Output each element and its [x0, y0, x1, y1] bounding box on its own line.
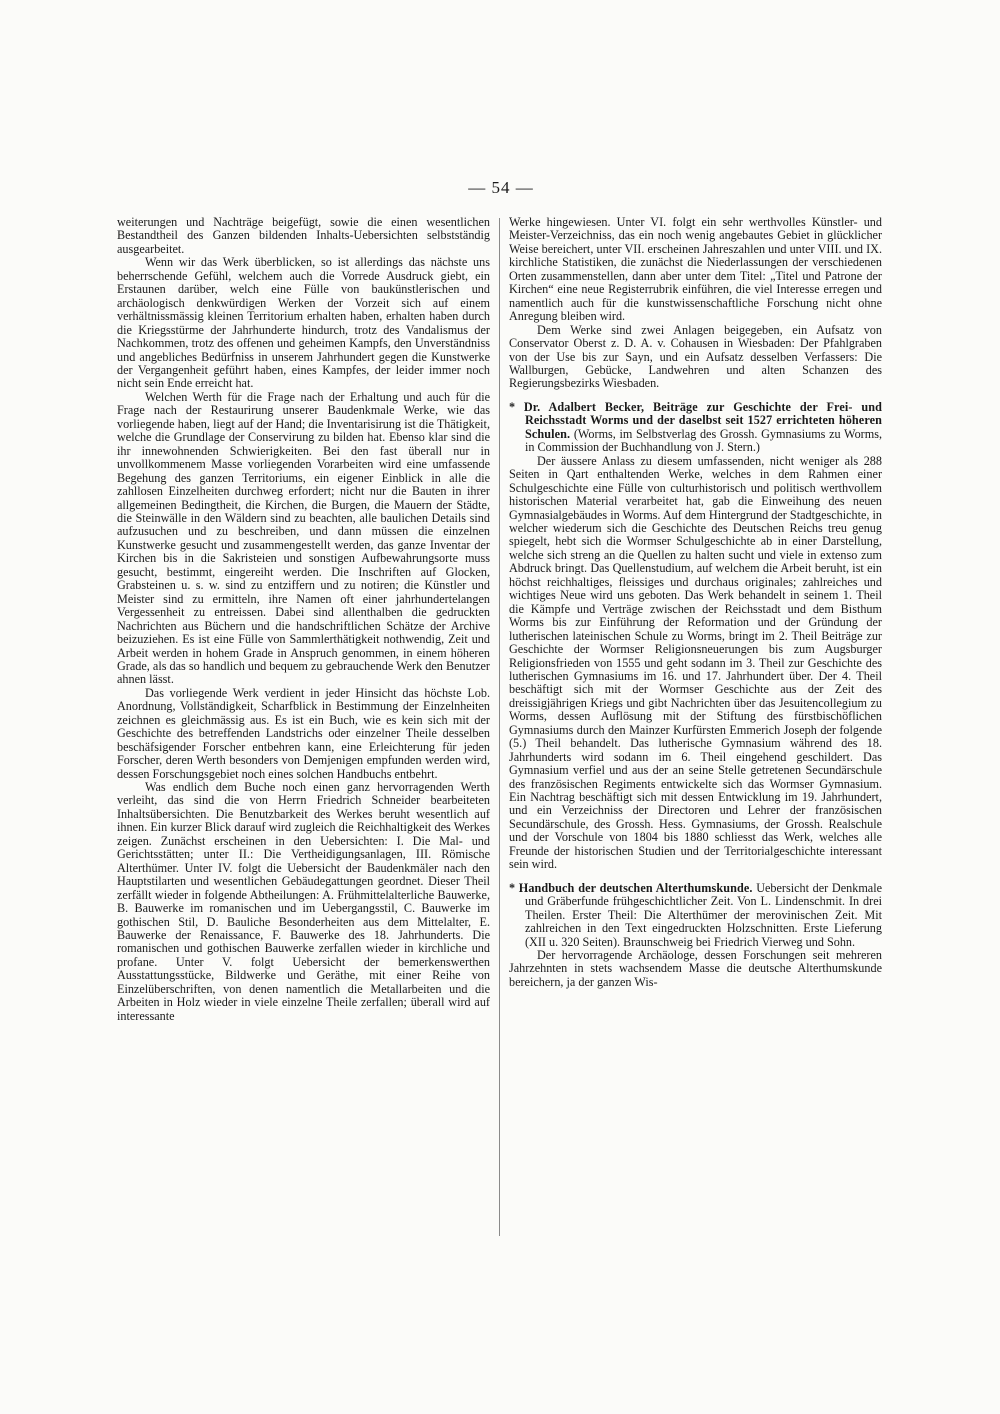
- page-number: — 54 —: [468, 178, 534, 197]
- column-divider: [499, 218, 500, 1236]
- paragraph: Was endlich dem Buche noch einen ganz hervorragenden Werth verleiht, das sind die von Herrn Friedrich Schneider bearbeiteten Inhaltsübersichten. Die Benutzbarkeit des Werkes beruht wesentlich auf ihnen. Ein kurzer Blick darauf wird zugleich die Reichhaltigkeit des Werkes zeigen. Zunächst erscheinen in den Uebersichten: I. Die Mal- und Gerichtsstätten; unter II.: Die Vertheidigungsanlagen, III. Römische Alterthümer. Unter IV. folgt die Uebersicht der Baudenkmäler nach den Hauptstilarten und wesentlichen Gebäudegattungen geordnet. Dieser Theil zerfällt wieder in folgende Abtheilungen: A. Frühmittelalterliche Bauwerke, B. Bauwerke im romanischen und im Uebergangsstil, C. Bauwerke im gothischen Stil, D. Bauliche Besonderheiten aus dem Mittelalter, E. Bauwerke der Renaissance, F. Bauwerke des 18. Jahrhunderts. Die romanischen und gothischen Bauwerke zerfallen wieder in kirchliche und profane. Unter V. folgt Uebersicht der bemerkenswerthen Ausstattungsstücke, Bildwerke und Geräthe, mit einer Reihe von Einzelüberschriften, von denen namentlich die Metallarbeiten und die Arbeiten in Holz wieder in viele einzelne Theile zerfallen; überall wird auf interessante: [117, 780, 490, 1023]
- paragraph: Welchen Werth für die Frage nach der Erhaltung und auch für die Frage nach der Restaurirung unserer Baudenkmale Werke, wie das vorliegende haben, liegt auf der Hand; die Inventarisirung ist die Thätigkeit, welche die Grundlage der Conservirung zu bilden hat. Ebenso klar sind die ihr innewohnenden Schwierigkeiten. Bei den fast überall nur in unvollkommenem Masse vorliegenden Vorarbeiten wird eine umfassende Begehung des ganzen Territoriums, ein eigener Einblick in alle die zahllosen Einzelheiten durchweg erfordert; nicht nur die Bauten in ihrer allgemeinen Bedingtheit, die Kirchen, die Burgen, die Mauern der Städte, die Steinwälle in den Wäldern sind zu beachten, alle baulichen Details sind aufzusuchen und zu beschreiben, und dann müssen die einzelnen Kunstwerke gesucht und zusammengestellt werden, das ganze Inventar der Kirchen bis in die Sakristeien und sonstigen Aufbewahrungsorte muss gesucht, bestimmt, eingereiht werden. Die Inschriften auf Glocken, Grabsteinen u. s. w. sind zu entziffern und zu notiren; die Künstler und Meister sind zu ermitteln, ihre Namen oft einer jahrhundertelangen Vergessenheit zu entreissen. Dabei sind allenthalben die gedruckten Nachrichten aus Büchern und die handschriftlichen Schätze der Archive beizuziehen. Es ist eine Fülle von Sammlerthätigkeit nothwendig, Zeit und Arbeit werden in hohem Grade in Anspruch genommen, in einem höheren Grade, als das so handlich und bequem zu gebrauchende Werk den Benutzer ahnen lässt.: [117, 389, 490, 687]
- bibliography-entry: [509, 401, 882, 455]
- review-paragraph: Der hervorragende Archäologe, dessen Forschungen seit mehreren Jahrzehnten in stets wachsendem Masse die deutsche Alterthumskunde bereichern, ja der ganzen Wis-: [509, 948, 882, 989]
- entry-heading: [509, 399, 882, 455]
- entry-heading: [509, 880, 882, 949]
- paragraph: weiterungen und Nachträge beigefügt, sowie die einen wesentlichen Bestandtheil des Ganzen bildenden Inhalts-Uebersichten selbstständig ausgearbeitet.: [117, 215, 490, 256]
- entry-marker: *: [509, 880, 516, 895]
- entry-marker: *: [509, 399, 516, 414]
- entry-title: Handbuch der deutschen Alterthumskunde.: [518, 880, 753, 895]
- paragraph: Das vorliegende Werk verdient in jeder Hinsicht das höchste Lob. Anordnung, Vollständigkeit, Scharfblick in Bestimmung der Einzelnheiten zeichnen es gleichmässig aus. Es ist ein Buch, wie es kein sich mit der Geschichte des betreffenden Landstrichs oder einzelner Theile desselben beschäfsigender Forscher entbehren kann, eine Erleichterung für jeden Forscher, deren Werth besonders von Demjenigen empfunden werden wird, dessen Forschungsgebiet noch eines solchen Handbuchs entbehrt.: [117, 685, 490, 781]
- paragraph: Wenn wir das Werk überblicken, so ist allerdings das nächste uns beherrschende Gefühl, welchem auch die Vorrede Ausdruck giebt, ein Erstaunen darüber, welch eine Fülle von baukünstlerischen und archäologisch denkwürdigen Werken der Vorzeit sich auf einem verhältnissmässig kleinen Territorium erhalten haben, erhalten haben durch die Kriegsstürme der Jahrhunderte hindurch, trotz des Vandalismus der Nachkommen, trotz des offenen und geheimen Kampfs, den Unverständniss und angebliches Bedürfniss in unserem Jahrhundert gegen die Kunstwerke der Vergangenheit geführt haben, eines Kampfes, der leider immer noch nicht sein Ende erreicht hat.: [117, 255, 490, 391]
- review-paragraph: Der äussere Anlass zu diesem umfassenden, nicht weniger als 288 Seiten in Qart enthaltenden Werke, welches in dem Rahmen einer Schulgeschichte eine Fülle von culturhistorisch und politisch werthvollem historischen Material verarbeitet hat, gab die Einweihung des neuen Gymnasialgebäudes in Worms. Auf dem Hintergrund der Stadtgeschichte, in welcher wiederum sich die Geschichte des Deutschen Reichs treu genug spiegelt, hebt sich die Wormser Schulgeschichte ab in einer Darstellung, welche sich streng an die Quellen zu halten sucht und viele in extenso zum Abdruck bringt. Das Quellenstudium, auf welchem die Arbeit beruht, ist ein höchst reichhaltiges, fleissiges und durchaus originales; zahlreiches und wichtiges Neue wird uns geboten. Das Werk behandelt in seinem 1. Theil die Kämpfe und Verträge zwischen der Reichsstadt und dem Bisthum Worms bis zur Einführung der Reformation und der Gründung der lutherischen lateinischen Schule zu Worms, bringt im 2. Theil Beiträge zur Geschichte der Wormser Religionsneuerungen bis zum Augsburger Religionsfrieden von 1555 und geht sodann im 3. Theil zur Geschichte des lutherischen Gymnasiums im 16. und 17. Jahrhundert über. Der 4. Theil beschäftigt sich mit der Wormser Geschichte aus der Zeit des dreissigjährigen Kriegs und gibt Nachrichten über das Jesuitencollegium zu Worms, dessen Auflösung mit der Stiftung des fürstbischöflichen Gymnasiums durch den Mainzer Kurfürsten Emmerich Joseph der folgende (5.) Theil behandelt. Das lutherische Gymnasium während des 18. Jahrhunderts wird sodann im 6. Theil eingehend geschildert. Das Gymnasium verfiel und aus der an seine Stelle getretenen Secundärschule des französischen Regiments entwickelte sich das Wormser Gymnasium. Ein Nachtrag beschäftigt sich mit dessen Entwicklung im 19. Jahrhundert, und ein Verzeichniss der Directoren und Lehrer der französischen Secundärschule, des Grossh. Hess. Gymnasiums, der Grossh. Realschule und der Vorschule von 1804 bis 1880 schliesst das Werk, welches alle Freunde der historischen Studien und der Territorialgeschichte interessant sein wird.: [509, 453, 882, 872]
- entry-title: Dr. Adalbert Becker, Beiträge zur Geschichte der Frei- und Reichsstadt Worms und der daselbst seit 1527 errichteten höheren Schulen.: [523, 399, 882, 441]
- paragraph: Werke hingewiesen. Unter VI. folgt ein sehr werthvolles Künstler- und Meister-Verzeichniss, das ein noch wenig angebautes Gebiet in glücklicher Weise bereichert, unter VII. erscheinen Jahreszahlen und unter VIII. und IX. kirchliche Statistiken, die zunächst die Niederlassungen der verschiedenen Orten zusammenstellen, dann aber unter dem Titel: „Titel und Patrone der Kirchen“ eine neue Registerrubrik einführen, die viel Interesse erregen und namentlich auch für die kunstwissenschaftliche Forschung nicht ohne Anregung bleiben wird.: [509, 215, 882, 324]
- entry-description: Uebersicht der Denkmale und Gräberfunde frühgeschichtlicher Zeit. Von L. Lindenschmit. In drei Theilen. Erster Theil: Die Alterthümer der merovinischen Zeit. Mit zahlreichen in den Text eingedruckten Holzschnitten. Erste Lieferung (XII u. 320 Seiten). Braunschweig bei Friedrich Vierweg und Sohn.: [525, 880, 882, 949]
- entry-imprint: (Worms, im Selbstverlag des Grossh. Gymnasiums zu Worms, in Commission der Buchhandlung von J. Stern.): [525, 426, 882, 455]
- bibliography-entry: [509, 882, 882, 949]
- right-column: [509, 216, 882, 989]
- paragraph: Dem Werke sind zwei Anlagen beigegeben, ein Aufsatz von Conservator Oberst z. D. A. v. Cohausen in Wiesbaden: Der Pfahlgraben von der Use bis zur Sayn, und ein Aufsatz desselben Verfassers: Die Wallburgen, Gebücke, Landwehren und alten Schanzen des Regierungsbezirks Wiesbaden.: [509, 322, 882, 391]
- left-column: [117, 216, 490, 1023]
